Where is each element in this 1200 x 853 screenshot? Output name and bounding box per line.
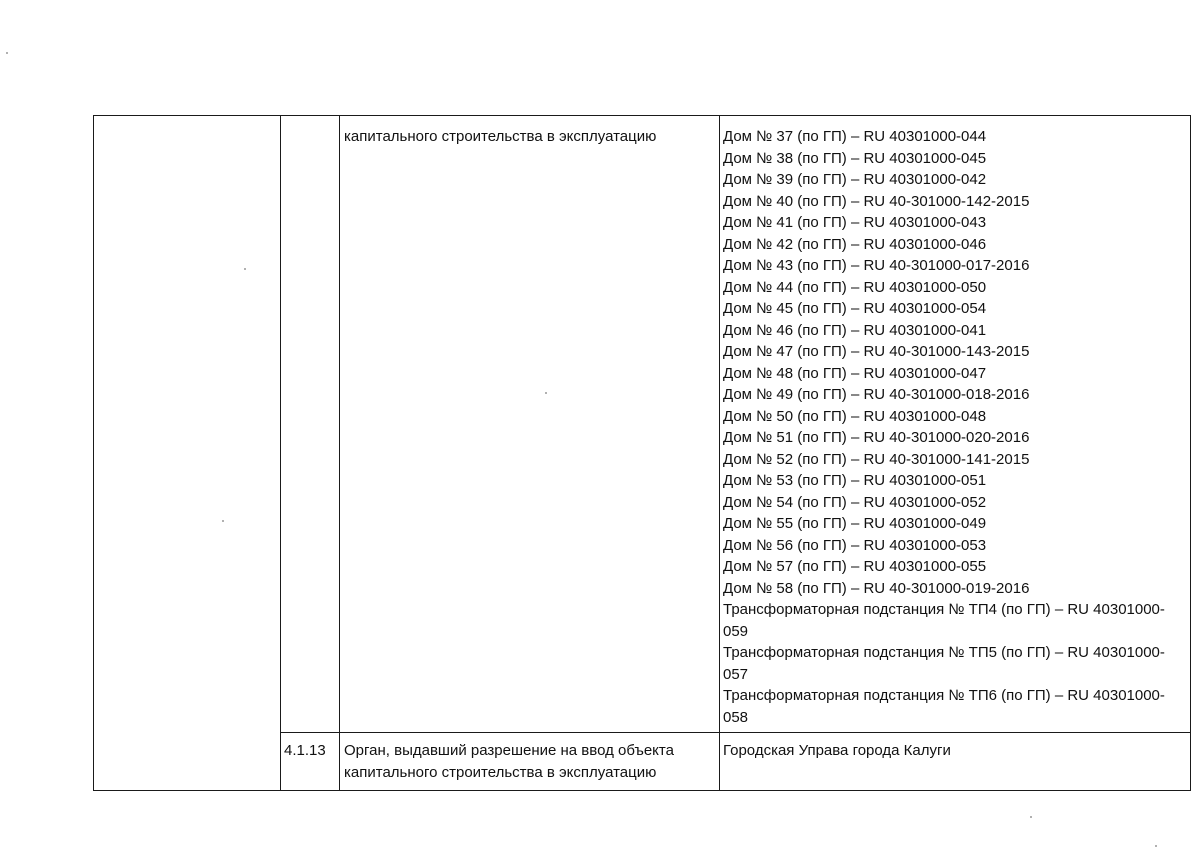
permit-list-item: Дом № 51 (по ГП) – RU 40-301000-020-2016 (723, 429, 1030, 446)
permit-list-item: Дом № 43 (по ГП) – RU 40-301000-017-2016 (723, 257, 1030, 274)
permit-list-item: Трансформаторная подстанция № ТП5 (по ГП) – RU 40301000-057 (723, 644, 1165, 683)
issuing-authority-label: Орган, выдавший разрешение на ввод объекта капитального строительства в эксплуатацию (344, 742, 674, 781)
permit-list-item: Дом № 37 (по ГП) – RU 40301000-044 (723, 128, 987, 145)
table-row-divider (280, 732, 1190, 733)
table-column-divider (339, 116, 340, 790)
permit-list-item: Дом № 58 (по ГП) – RU 40-301000-019-2016 (723, 579, 1030, 597)
permit-list-item: Дом № 49 (по ГП) – RU 40-301000-018-2016 (723, 386, 1030, 403)
permit-list-item: Дом № 52 (по ГП) – RU 40-301000-141-2015 (723, 450, 1030, 468)
scan-speck (6, 52, 8, 54)
table-column-divider (280, 116, 281, 790)
permit-list-item: Дом № 45 (по ГП) – RU 40301000-054 (723, 300, 987, 317)
permit-list-item: Дом № 41 (по ГП) – RU 40301000-043 (723, 214, 987, 231)
permit-list-item: Дом № 38 (по ГП) – RU 40301000-045 (723, 149, 987, 167)
permit-list-item: Дом № 42 (по ГП) – RU 40301000-046 (723, 235, 987, 253)
scan-speck (1155, 845, 1157, 847)
permits-list (723, 126, 1189, 728)
permit-list-item: Дом № 39 (по ГП) – RU 40301000-042 (723, 171, 987, 188)
permit-list-item: Дом № 50 (по ГП) – RU 40301000-048 (723, 407, 987, 425)
permit-list-item: Дом № 48 (по ГП) – RU 40301000-047 (723, 364, 987, 382)
permit-list-item: Дом № 53 (по ГП) – RU 40301000-051 (723, 472, 987, 489)
document-table (93, 115, 1191, 791)
permit-list-item: Трансформаторная подстанция № ТП4 (по ГП) – RU 40301000-059 (723, 601, 1165, 640)
table-column-divider (719, 116, 720, 790)
row-number-4-1-13: 4.1.13 (284, 742, 326, 759)
scan-speck (1030, 816, 1032, 818)
permit-list-item: Дом № 56 (по ГП) – RU 40301000-053 (723, 536, 987, 554)
permit-list-item: Трансформаторная подстанция № ТП6 (по ГП) – RU 40301000-058 (723, 687, 1165, 726)
permit-list-item: Дом № 46 (по ГП) – RU 40301000-041 (723, 321, 987, 339)
permit-list-item: Дом № 47 (по ГП) – RU 40-301000-143-2015 (723, 343, 1030, 360)
permit-list-item: Дом № 54 (по ГП) – RU 40301000-052 (723, 493, 987, 511)
issuing-authority-value: Городская Управа города Калуги (723, 742, 951, 759)
permit-list-item: Дом № 57 (по ГП) – RU 40301000-055 (723, 558, 987, 575)
permit-list-item: Дом № 55 (по ГП) – RU 40301000-049 (723, 515, 987, 532)
continuation-description-cell: капитального строительства в эксплуатацию (344, 128, 657, 145)
permit-list-item: Дом № 44 (по ГП) – RU 40301000-050 (723, 278, 987, 296)
permit-list-item: Дом № 40 (по ГП) – RU 40-301000-142-2015 (723, 192, 1030, 210)
